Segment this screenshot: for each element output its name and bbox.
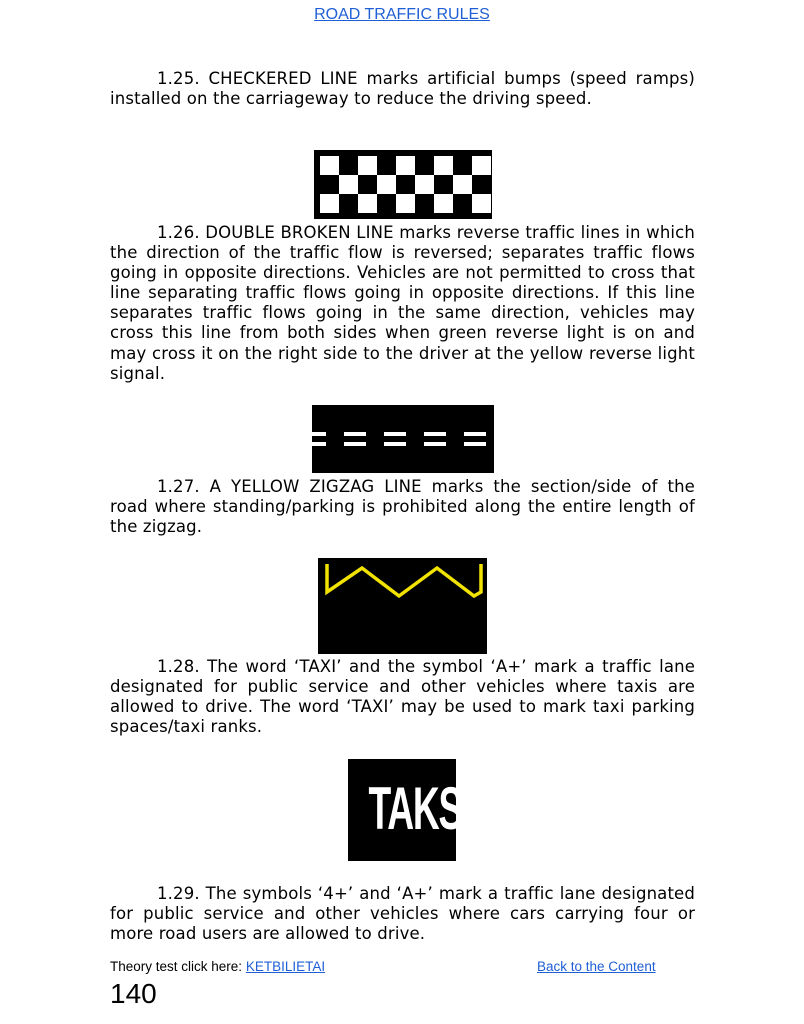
- checker-square: [415, 175, 434, 194]
- checker-square: [358, 194, 377, 213]
- yellow-zigzag-line-figure: [318, 558, 487, 654]
- rule-1-25-text: 1.25. CHECKERED LINE marks artificial bumps (speed ramps) installed on the carriageway to reduce the driving speed.: [110, 69, 695, 109]
- back-to-content-link[interactable]: Back to the Content: [537, 959, 656, 974]
- page-header-link[interactable]: ROAD TRAFFIC RULES: [314, 6, 490, 23]
- zigzag-line: [327, 564, 481, 596]
- checker-square: [472, 194, 491, 213]
- ketbilietai-link[interactable]: KETBILIETAI: [245, 959, 326, 974]
- page-number: 140: [110, 978, 157, 1009]
- checker-square: [434, 194, 453, 213]
- dash-segment: [424, 442, 446, 446]
- dash-segment: [304, 442, 326, 446]
- dash-segment: [424, 432, 446, 436]
- dash-segment: [344, 432, 366, 436]
- checker-square: [453, 175, 472, 194]
- dash-segment: [384, 442, 406, 446]
- checker-square: [320, 194, 339, 213]
- taksi-label: TAKSI: [368, 775, 472, 842]
- checker-square: [396, 194, 415, 213]
- checker-square: [396, 156, 415, 175]
- rule-1-26-text: 1.26. DOUBLE BROKEN LINE marks reverse traffic lines in which the direction of the traffic flow is reversed; separates traffic flows going in opposite directions. Vehicles are not permitted to cross that line separating traffic flows going in opposite directions. If this line separates traffic flows going in the same direction, vehicles may cross this line from both sides when green reverse light is on and may cross it on the right side to the driver at the yellow reverse light signal.: [110, 223, 695, 383]
- taksi-marking-figure: [348, 759, 472, 861]
- dash-segment: [464, 442, 486, 446]
- checker-square: [434, 156, 453, 175]
- dash-segment: [464, 432, 486, 436]
- rule-1-29-text: 1.29. The symbols ‘4+’ and ‘A+’ mark a traffic lane designated for public service and other vehicles where cars carrying four or more road users are allowed to drive.: [110, 884, 695, 944]
- checker-square: [339, 175, 358, 194]
- dash-segment: [344, 442, 366, 446]
- rule-1-27-text: 1.27. A YELLOW ZIGZAG LINE marks the section/side of the road where standing/parking is prohibited along the entire length of the zigzag.: [110, 477, 695, 537]
- checkered-line-figure: [314, 150, 492, 219]
- dash-segment: [304, 432, 326, 436]
- rule-1-28-text: 1.28. The word ‘TAXI’ and the symbol ‘A+’ mark a traffic lane designated for public service and other vehicles where taxis are allowed to drive. The word ‘TAXI’ may be used to mark taxi parking spaces/taxi ranks.: [110, 657, 695, 737]
- checker-square: [358, 156, 377, 175]
- footer-theory-test: [110, 959, 325, 974]
- double-broken-line-figure: [312, 405, 494, 473]
- checker-square: [377, 175, 396, 194]
- dash-segment: [384, 432, 406, 436]
- checker-square: [320, 156, 339, 175]
- theory-test-label: Theory test click here:: [110, 959, 246, 974]
- checker-square: [472, 156, 491, 175]
